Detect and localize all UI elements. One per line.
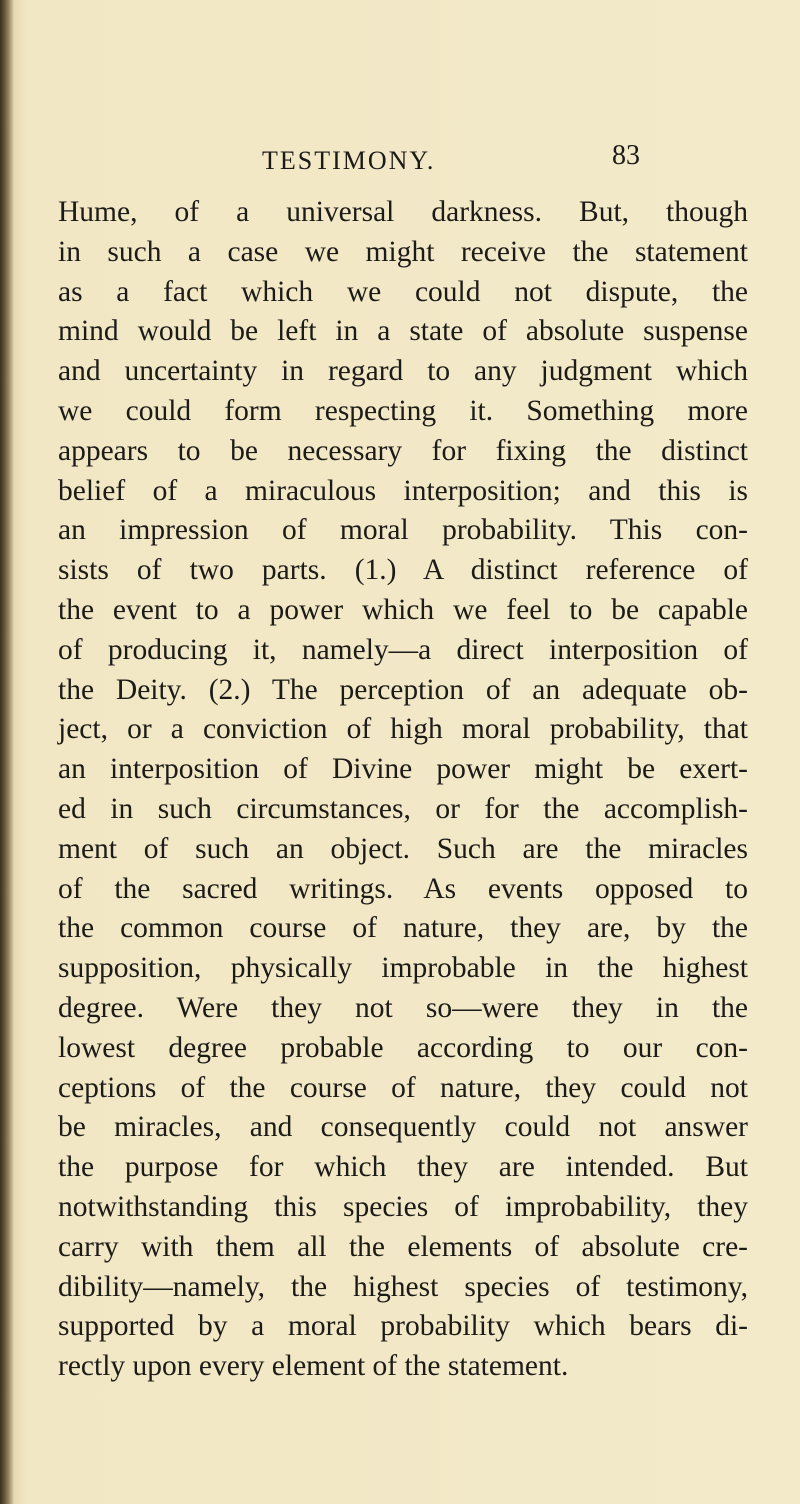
text-line: supported by a moral probability which bears di- xyxy=(58,1310,748,1343)
text-line: an interposition of Divine power might be exert- xyxy=(58,753,748,786)
text-line: notwithstanding this species of improbability, they xyxy=(58,1190,748,1223)
text-line: the Deity. (2.) The perception of an adequate ob- xyxy=(58,673,748,706)
running-title: TESTIMONY. xyxy=(262,146,436,175)
page-number: 83 xyxy=(612,140,640,171)
text-line: ment of such an object. Such are the miracles xyxy=(58,832,748,865)
text-line: as a fact which we could not dispute, the xyxy=(58,275,748,308)
text-line: of the sacred writings. As events opposed to xyxy=(58,872,748,905)
body-text xyxy=(58,193,748,1387)
text-line: dibility—namely, the highest species of testimony, xyxy=(58,1270,748,1303)
text-line: sists of two parts. (1.) A distinct reference of xyxy=(58,554,748,587)
text-line: degree. Were they not so—were they in the xyxy=(58,991,748,1024)
text-line: the purpose for which they are intended. But xyxy=(58,1151,748,1184)
text-line: of producing it, namely—a direct interposition of xyxy=(58,633,748,666)
text-line: we could form respecting it. Something more xyxy=(58,394,748,427)
text-line: carry with them all the elements of absolute cre- xyxy=(58,1230,748,1263)
text-line: ject, or a conviction of high moral probability, that xyxy=(58,713,748,746)
text-line: Hume, of a universal darkness. But, though xyxy=(58,196,748,228)
text-line: ed in such circumstances, or for the accomplish- xyxy=(58,792,748,825)
binding-gutter-shadow xyxy=(0,0,14,1504)
text-line: lowest degree probable according to our con- xyxy=(58,1031,748,1064)
text-line: rectly upon every element of the statement. xyxy=(58,1350,569,1383)
text-line: mind would be left in a state of absolute suspense xyxy=(58,315,748,348)
text-line: an impression of moral probability. This con- xyxy=(58,514,748,547)
text-line: ceptions of the course of nature, they could not xyxy=(58,1071,748,1104)
text-line: the event to a power which we feel to be capable xyxy=(58,593,748,626)
text-line: belief of a miraculous interposition; and this is xyxy=(58,474,748,507)
text-line: be miracles, and consequently could not answer xyxy=(58,1111,748,1144)
text-line: supposition, physically improbable in the highest xyxy=(58,952,748,985)
running-head xyxy=(0,140,800,180)
text-line: in such a case we might receive the statement xyxy=(58,235,748,268)
text-line: appears to be necessary for fixing the distinct xyxy=(58,434,748,467)
text-line: the common course of nature, they are, by the xyxy=(58,912,748,945)
text-line: and uncertainty in regard to any judgment which xyxy=(58,355,748,388)
